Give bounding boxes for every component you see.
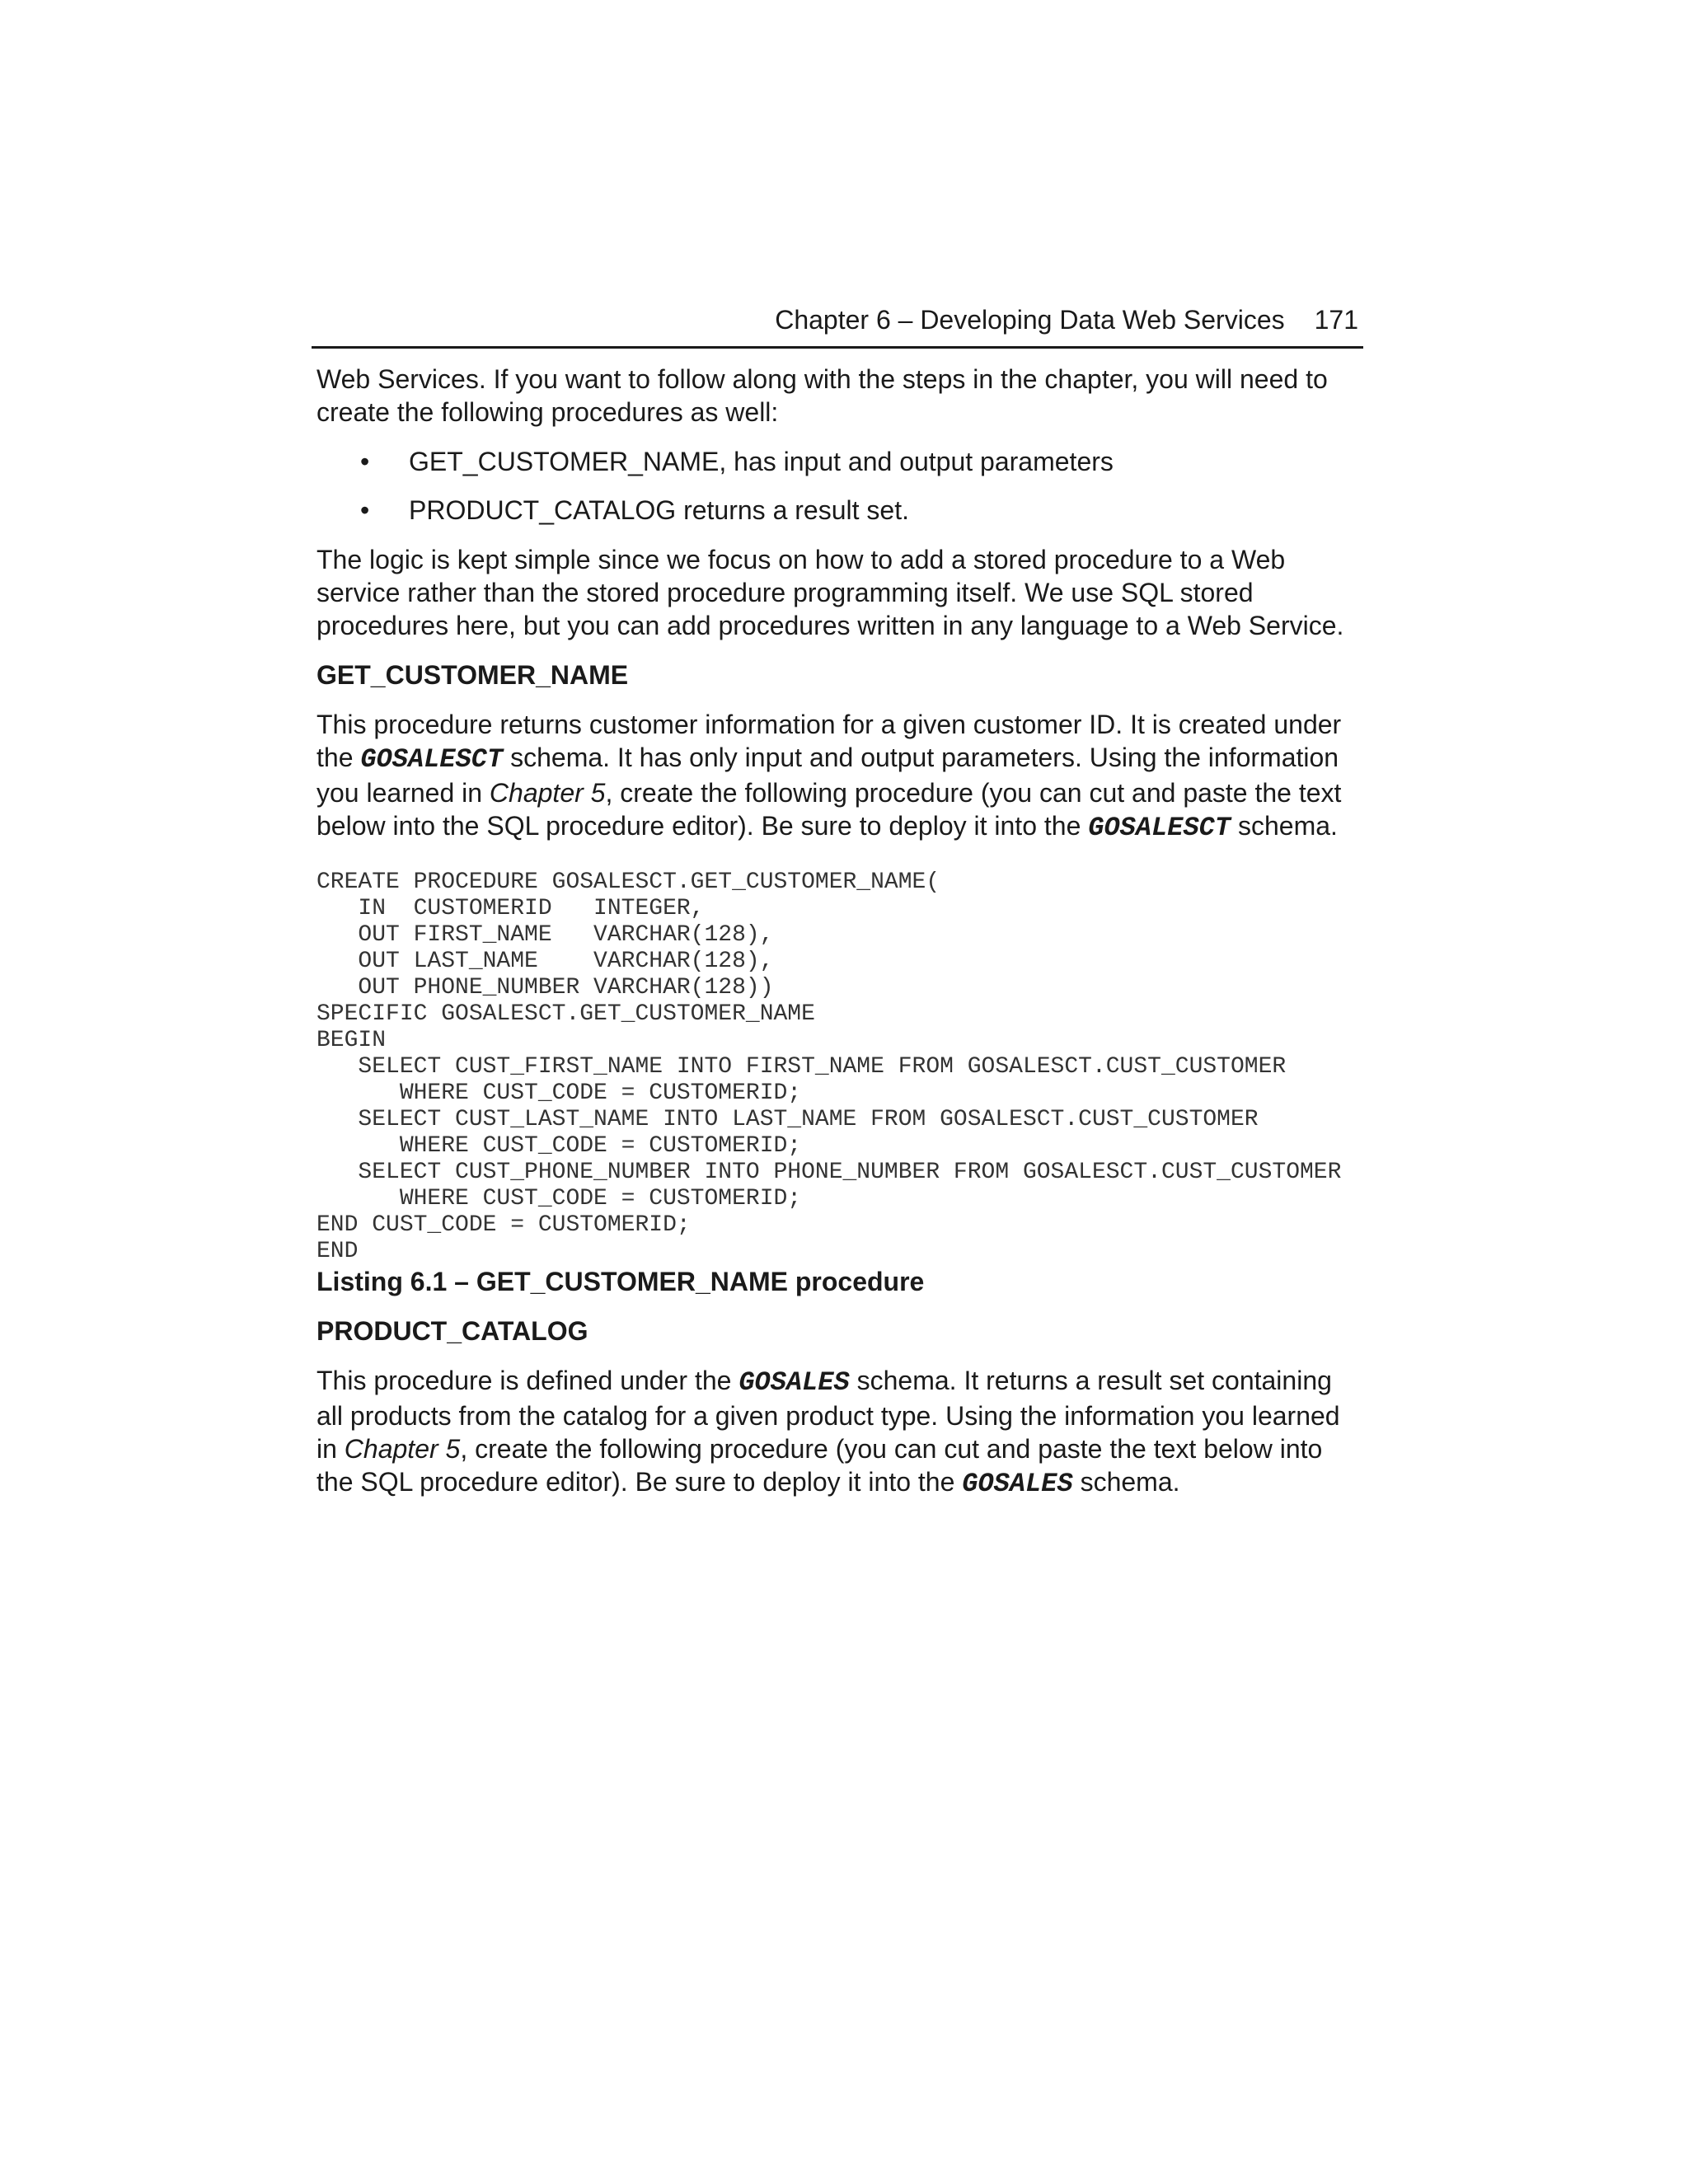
text-run: schema.	[1072, 1467, 1180, 1497]
bullet-icon: •	[360, 447, 370, 476]
text-run: , create the following procedure (you can cut and paste the text below into the SQL procedure editor). Be sure to deploy it into the	[316, 1434, 1323, 1497]
chapter-title: Chapter 6 – Developing Data Web Services	[775, 305, 1285, 335]
procedure-list	[316, 445, 1363, 527]
text-run: schema.	[1231, 811, 1338, 841]
listing-caption: Listing 6.1 – GET_CUSTOMER_NAME procedure	[316, 1267, 925, 1296]
page-number: 171	[1314, 305, 1358, 335]
list-item	[316, 445, 1363, 478]
chapter-reference: Chapter 5	[344, 1434, 461, 1464]
list-item-text: PRODUCT_CATALOG returns a result set.	[409, 495, 909, 525]
get-customer-name-description	[316, 708, 1363, 845]
header-text	[775, 303, 1358, 336]
product-catalog-description	[316, 1364, 1363, 1501]
code-listing: CREATE PROCEDURE GOSALESCT.GET_CUSTOMER_NAME( IN CUSTOMERID INTEGER, OUT FIRST_NAME VARCHAR(128), OUT LAST_NAME VARCHAR(128), OUT PHONE_NUMBER VARCHAR(128)) SPECIFIC GOSALESCT.GET_CUSTOMER_NAME BEGIN SELECT CUST_FIRST_NAME INTO FIRST_NAME FROM GOSALESCT.CUST_CUSTOMER WHERE CUST_CODE = CUSTOMERID; SELECT CUST_LAST_NAME INTO LAST_NAME FROM GOSALESCT.CUST_CUSTOMER WHERE CUST_CODE = CUSTOMERID; SELECT CUST_PHONE_NUMBER INTO PHONE_NUMBER FROM GOSALESCT.CUST_CUSTOMER WHERE CUST_CODE = CUSTOMERID; END CUST_CODE = CUSTOMERID; END	[316, 869, 1342, 1264]
section-heading-product-catalog: PRODUCT_CATALOG	[316, 1316, 588, 1346]
bullet-icon: •	[360, 495, 370, 525]
running-header	[312, 303, 1363, 349]
page-body	[316, 363, 1363, 1501]
logic-paragraph: The logic is kept simple since we focus on how to add a stored procedure to a Web service rather than the stored procedure programming itself. We use SQL stored procedures here, but you can add procedures written in any language to a Web Service.	[316, 545, 1344, 640]
text-run: This procedure is defined under the	[316, 1366, 739, 1395]
schema-name: GOSALESCT	[1088, 813, 1231, 843]
list-item	[316, 494, 1363, 527]
text-run: schema. It returns a result set containing all products from the catalog for a given product type. Using the information you learned in	[316, 1366, 1340, 1464]
text-run: This procedure returns customer information for a given customer ID. It is created under the	[316, 710, 1342, 772]
list-item-text: GET_CUSTOMER_NAME, has input and output parameters	[409, 447, 1114, 476]
intro-paragraph: Web Services. If you want to follow along with the steps in the chapter, you will need to create the following procedures as well:	[316, 364, 1328, 427]
text-run: schema. It has only input and output parameters. Using the information you learned in	[316, 743, 1339, 808]
text-run: , create the following procedure (you can cut and paste the text below into the SQL procedure editor). Be sure to deploy it into the	[316, 778, 1342, 841]
schema-name: GOSALESCT	[360, 744, 504, 775]
schema-name: GOSALES	[962, 1469, 1073, 1499]
schema-name: GOSALES	[738, 1367, 850, 1398]
section-heading-get-customer-name: GET_CUSTOMER_NAME	[316, 660, 629, 690]
chapter-reference: Chapter 5	[489, 778, 606, 808]
